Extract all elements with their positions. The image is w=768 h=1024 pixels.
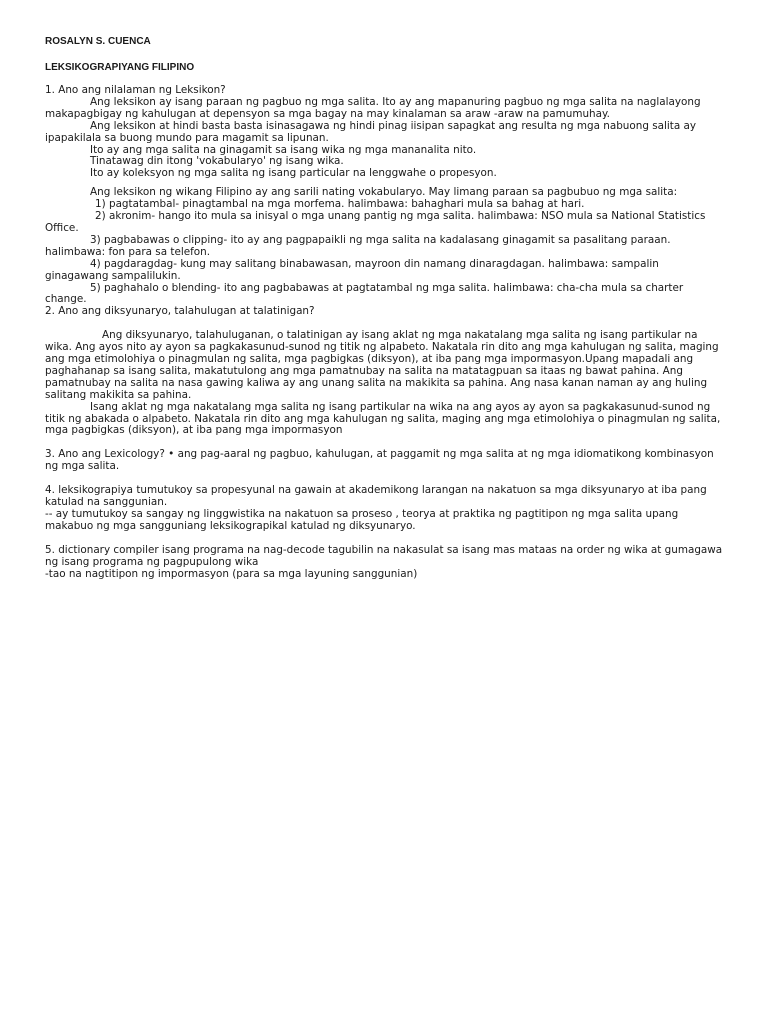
paragraph: Ang leksikon ay isang paraan ng pagbuo ng mga salita. Ito ay ang mapanuring pagbuo ng mga salita na naglalayong makapagbigay ng kahulugan at depensyon sa mga bagay na may kinalaman sa araw -araw na pamumuhay. [45,95,701,120]
paragraph: Ang diksyunaryo, talahuluganan, o talatinigan ay isang aklat ng mga nakatalang mga salita ng isang partikular na wika. Ang ayos nito ay ayon sa pagkakasunud-sunod ng titik ng alpabeto. Nakatala rin dito ang mga kahulugan ng salita, maging ang mga etimolohiya o pinagmulan ng salita, mga pagbigkas (diksyon), at iba pang mga impormasyon.Upang mapadali ang paghahanap sa isang salita, makatutulong ang mga pamatnubay na salita na matatagpuan sa itaas ng bawat pahina. Ang pamatnubay na salita na nasa gawing kaliwa ay ang unang salita na makikita sa pahina. Ang nasa kanan naman ay ang huling salitang makikita sa pahina. [45,329,719,401]
paragraph: -tao na nagtitipon ng impormasyon (para sa mga layuning sanggunian) [45,567,418,580]
question-1: 1. Ano ang nilalaman ng Leksikon? [45,84,226,96]
list-item: Tinatawag din itong 'vokabularyo' ng isang wika. [90,155,344,168]
paragraph: Isang aklat ng mga nakatalang mga salita ng isang partikular na wika na ang ayos ay ayon sa pagkakasunud-sunod ng titik ng abakada o alpabeto. Nakatala rin dito ang mga kahulugan ng salita, maging ang mga etimolohiya o pinagmulan ng salita, mga pagbigkas (diksyon), at iba pang mga impormasyon [45,400,721,437]
section-3 [45,449,725,473]
section-2 [45,306,725,437]
paragraph: 4. leksikograpiya tumutukoy sa propesyunal na gawain at akademikong larangan na nakatuon sa mga diksyunaryo at iba pang katulad na sanggunian. [45,484,707,509]
section-1 [45,85,725,306]
list-item: 4) pagdaragdag- kung may salitang binabawasan, mayroon din namang dinaragdagan. halimbawa: sampalin ginagawang sampalilukin. [45,257,659,282]
section-5 [45,545,725,581]
paragraph: Ang leksikon ng wikang Filipino ay ang sarili nating vokabularyo. May limang paraan sa pagbubuo ng mga salita: [90,186,678,199]
section-4 [45,485,725,533]
document-body [45,36,725,581]
author-name: ROSALYN S. CUENCA [45,36,151,47]
list-item: Ito ay koleksyon ng mga salita ng isang particular na lenggwahe o propesyon. [90,167,497,180]
paragraph: Ang leksikon at hindi basta basta isinasagawa ng hindi pinag iisipan sapagkat ang resulta ng mga nabuong salita ay ipapakilala sa buong mundo para magamit sa lipunan. [45,119,697,144]
question-2: 2. Ano ang diksyunaryo, talahulugan at talatinigan? [45,305,315,318]
document-title: LEKSIKOGRAPIYANG FILIPINO [45,62,195,73]
list-item: 1) pagtatambal- pinagtambal na mga morfema. halimbawa: bahaghari mula sa bahag at hari. [95,198,585,211]
list-item: 3) pagbabawas o clipping- ito ay ang pagpapaikli ng mga salita na kadalasang ginagamit sa pasalitang paraan. halimbawa: fon para sa telefon. [45,233,671,258]
paragraph: 3. Ano ang Lexicology? • ang pag-aaral ng pagbuo, kahulugan, at paggamit ng mga salita at ng mga idiomatikong kombinasyon ng mga salita. [45,448,714,473]
paragraph: -- ay tumutukoy sa sangay ng linggwistika na nakatuon sa proseso , teorya at praktika ng pagtitipon ng mga salita upang makabuo ng mga sangguniang leksikograpikal katulad ng diksyunaryo. [45,508,679,532]
paragraph: 5. dictionary compiler isang programa na nag-decode tagubilin na nakasulat sa isang mas mataas na order ng wika at gumagawa ng isang programa ng pagpupulong wika [45,543,723,568]
list-item: 2) akronim- hango ito mula sa inisyal o mga unang pantig ng mga salita. halimbawa: NSO mula sa National Statistics Office. [45,210,706,234]
list-item: 5) paghahalo o blending- ito ang pagbabawas at pagtatambal ng mga salita. halimbawa: cha-cha mula sa charter change. [45,281,684,306]
list-item: Ito ay ang mga salita na ginagamit sa isang wika ng mga mananalita nito. [90,143,477,156]
